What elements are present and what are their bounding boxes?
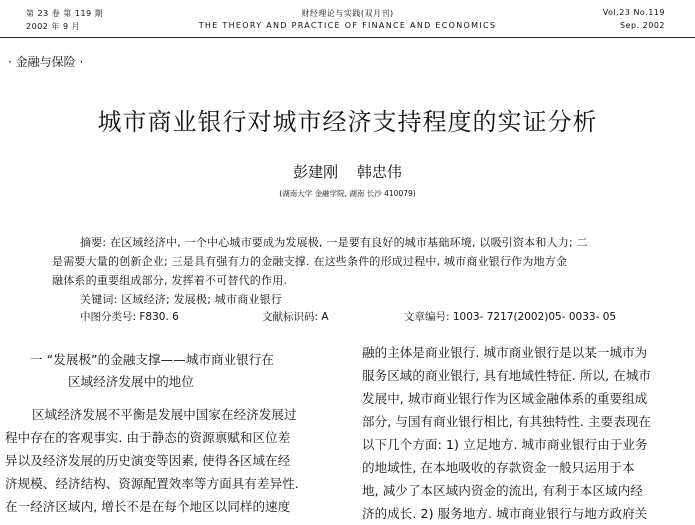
left-line-4: 济规模、经济结构、资源配置效率等方面具有差异性.	[5, 476, 299, 491]
affiliation: (湖南大学 金融学院, 湖南 长沙 410079)	[279, 189, 416, 198]
journal-title-en: THE THEORY AND PRACTICE OF FINANCE AND ECONOMICS	[198, 21, 497, 30]
header-volume: 第 23 卷 第 119 期	[26, 9, 104, 18]
abstract-line-1: 摘要: 在区域经济中, 一个中心城市要成为发展极, 一是要有良好的城市基础环境, 以吸引资本和人力; 二	[80, 236, 588, 249]
right-line-8: 济的成长. 2) 服务地方. 城市商业银行与地方政府关	[362, 506, 648, 521]
document-code: 文献标识码: A	[262, 311, 329, 323]
right-line-2: 服务区域的商业银行, 具有地域性特征. 所以, 在城市	[362, 368, 652, 383]
left-line-3: 异以及经济发展的历史演变等因素, 使得各区域在经	[5, 453, 291, 468]
journal-title-cn: 财经理论与实践(双月刊)	[301, 9, 394, 18]
left-line-5: 在一经济区域内, 增长不是在每个地区以同样的速度	[5, 499, 291, 514]
header-date: 2002 年 9 月	[26, 22, 81, 31]
right-line-4: 部分, 与国有商业银行相比, 有其独特性. 主要表现在	[362, 414, 652, 429]
right-line-1: 融的主体是商业银行. 城市商业银行是以某一城市为	[362, 345, 648, 360]
paper-title: 城市商业银行对城市经济支持程度的实证分析	[97, 108, 598, 136]
header-vol-no: Vol.23 No.119	[602, 8, 665, 17]
left-heading-line-2: 区域经济发展中的地位	[68, 374, 195, 389]
header-rule	[0, 37, 695, 38]
article-number: 文章编号: 1003- 7217(2002)05- 0033- 05	[404, 311, 617, 323]
left-line-1: 区域经济发展不平衡是发展中国家在经济发展过	[32, 407, 297, 422]
abstract-line-2: 是需要大量的创新企业; 三是具有强有力的金融支撑. 在这些条件的形成过程中, 城市商业银行作为地方金	[52, 255, 568, 268]
abstract-line-3: 融体系的重要组成部分, 发挥着不可替代的作用.	[52, 274, 288, 287]
right-line-5: 以下几个方面: 1) 立足地方. 城市商业银行由于业务	[362, 437, 648, 452]
classification-number: 中图分类号: F830. 6	[80, 311, 179, 323]
section-label: · 金融与保险 ·	[8, 55, 84, 69]
authors: 彭建刚 韩忠伟	[293, 163, 402, 181]
header-date-en: Sep. 2002	[619, 21, 665, 30]
left-line-2: 程中存在的客观事实. 由于静态的资源禀赋和区位差	[5, 430, 291, 445]
left-heading-line-1: 一 “发展极”的金融支撑——城市商业银行在	[30, 352, 275, 367]
right-line-3: 发展中, 城市商业银行作为区域金融体系的重要组成	[362, 391, 648, 406]
right-line-6: 的地域性, 在本地吸收的存款资金一般只运用于本	[362, 460, 635, 475]
keywords: 关键词: 区域经济; 发展极; 城市商业银行	[80, 293, 283, 306]
right-line-7: 地, 减少了本区域内资金的流出, 有利于本区域内经	[362, 483, 643, 498]
